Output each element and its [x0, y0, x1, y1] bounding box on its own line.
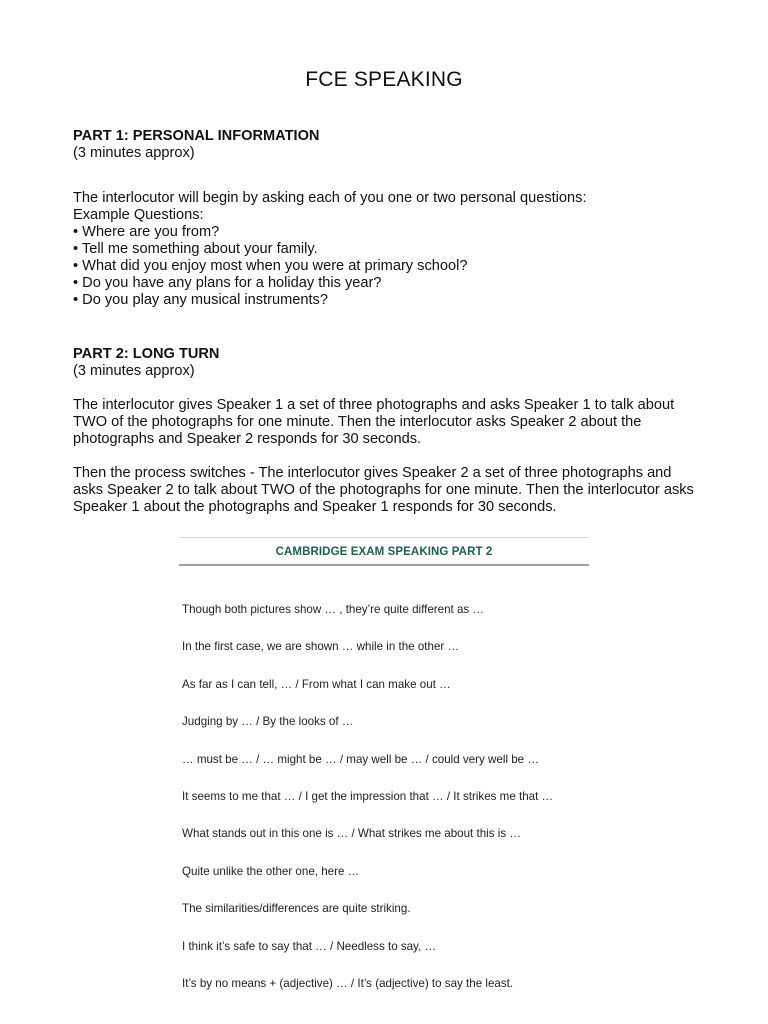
- part1-header: [73, 128, 703, 162]
- part2-paragraph-2-text: Then the process switches - The interlocutor gives Speaker 2 a set of three photographs and asks Speaker 2 to talk about TWO of the photographs for one minute. Then the interlocutor asks Speaker 1 about the photographs and Speaker 1 responds for 30 seconds.: [73, 465, 694, 515]
- part2-paragraph-2: [73, 465, 703, 516]
- part1-examples-label: Example Questions:: [73, 207, 204, 223]
- phrase-item: What stands out in this one is … / What strikes me about this is …: [182, 827, 521, 841]
- part1-heading: PART 1: PERSONAL INFORMATION: [73, 128, 320, 144]
- phrase-list: [182, 603, 602, 1014]
- divider: [179, 564, 589, 566]
- question-item: • Tell me something about your family.: [73, 241, 318, 257]
- part1-intro: The interlocutor will begin by asking each of you one or two personal questions:: [73, 190, 587, 206]
- phrase-item: Judging by … / By the looks of …: [182, 715, 354, 729]
- part1-question-list: [73, 224, 703, 309]
- phrase-box-title: CAMBRIDGE EXAM SPEAKING PART 2: [275, 546, 493, 558]
- part2-heading: PART 2: LONG TURN: [73, 346, 220, 362]
- part1-body: [73, 190, 703, 309]
- phrase-item: I think it’s safe to say that … / Needless to say, …: [182, 939, 437, 953]
- phrase-item: Though both pictures show … , they’re quite different as …: [182, 603, 485, 616]
- phrase-item: … must be … / … might be … / may well be … / could very well be …: [182, 752, 539, 766]
- part1-duration: (3 minutes approx): [73, 145, 195, 161]
- phrase-item: In the first case, we are shown … while in the other …: [182, 640, 460, 654]
- question-item: • Do you play any musical instruments?: [73, 292, 328, 308]
- phrase-item: As far as I can tell, … / From what I can make out …: [182, 677, 451, 691]
- question-item: • What did you enjoy most when you were at primary school?: [73, 258, 468, 274]
- part2-duration: (3 minutes approx): [73, 363, 195, 379]
- part2-paragraph-1-text: The interlocutor gives Speaker 1 a set of three photographs and asks Speaker 1 to talk about TWO of the photographs for one minute. Then the interlocutor asks Speaker 2 about the photographs and Speaker 2 responds for 30 seconds.: [73, 397, 675, 447]
- part2-header: [73, 346, 703, 380]
- phrase-item: The similarities/differences are quite striking.: [182, 902, 411, 916]
- phrase-item: It seems to me that … / I get the impression that … / It strikes me that …: [182, 789, 554, 803]
- page-title: FCE SPEAKING: [305, 68, 463, 91]
- question-item: • Do you have any plans for a holiday this year?: [73, 275, 382, 291]
- question-item: • Where are you from?: [73, 224, 220, 240]
- phrase-item: It’s by no means + (adjective) … / It’s (adjective) to say the least.: [182, 976, 514, 990]
- phrase-item: Quite unlike the other one, here …: [182, 864, 360, 878]
- phrase-box-header: [179, 537, 589, 566]
- part2-paragraph-1: [73, 397, 703, 448]
